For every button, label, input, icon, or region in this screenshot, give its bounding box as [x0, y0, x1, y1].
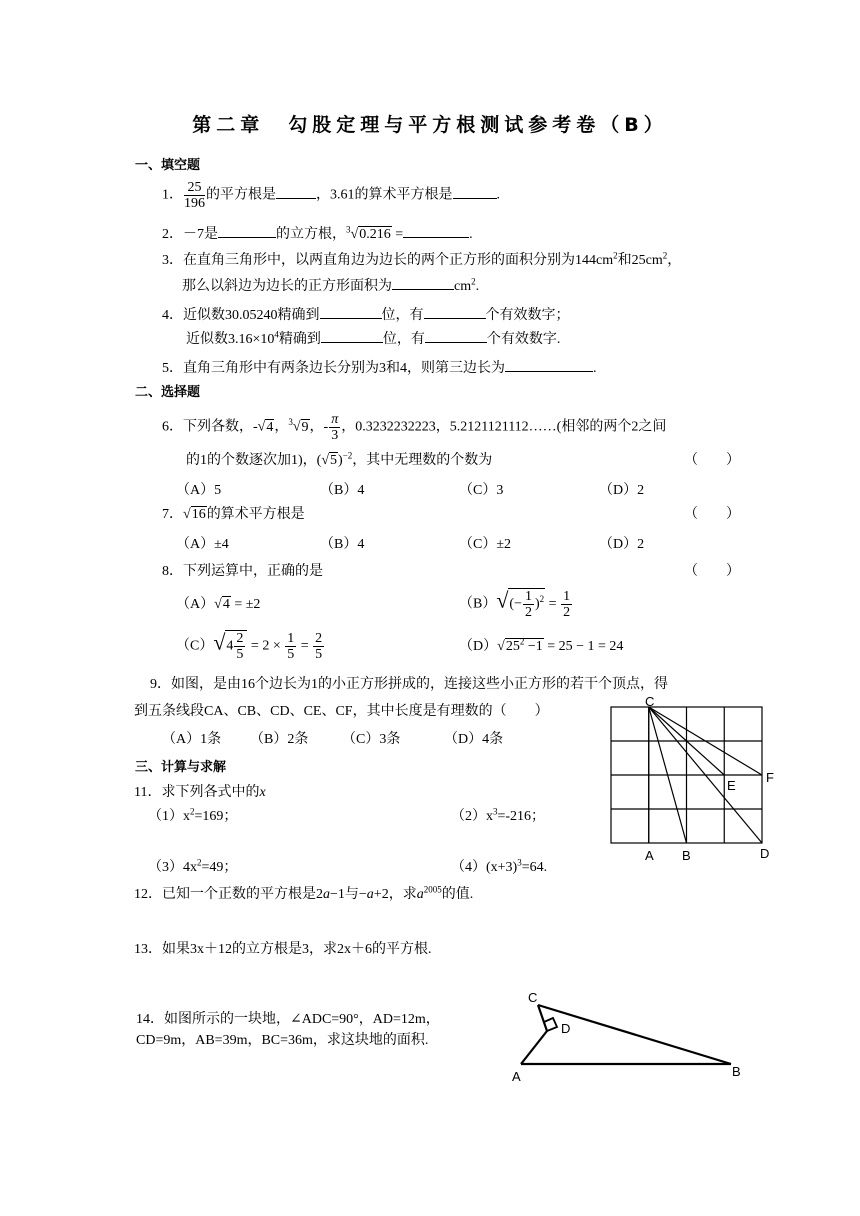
radical-icon: √ [183, 507, 191, 522]
question-9-line-2: 到五条线段CA、CB、CD、CE、CF，其中长度是有理数的（ ） [134, 704, 549, 719]
q8-b-label: （B） [459, 596, 497, 612]
q12-a: 12．已知一个正数的平方根是2 [134, 887, 323, 902]
question-4-line-1 [162, 305, 570, 325]
question-5 [162, 358, 597, 378]
q8-b-den: 2 [524, 605, 532, 620]
q7-option-c[interactable]: （C）±2 [459, 537, 512, 552]
section-fill-in-title: 一、填空题 [135, 158, 201, 173]
q6-option-c[interactable]: （C）3 [459, 483, 504, 498]
q11-part-1 [148, 808, 237, 826]
q3-text-mid: 和25cm [617, 253, 663, 268]
q1-number: 1． [162, 187, 183, 203]
q6-neg-1: - [253, 419, 258, 435]
q2-end: . [469, 227, 473, 242]
q9-option-a[interactable]: （A）1条 [162, 732, 222, 747]
q6-three: 3 [331, 428, 339, 443]
q8-a-radicand: 4 [222, 597, 230, 612]
q6-text-num: 6．下列各数， [162, 419, 253, 435]
q8-c-den: 5 [236, 647, 244, 662]
section-choice-title: 二、选择题 [135, 385, 201, 400]
q7-option-d[interactable]: （D）2 [599, 537, 645, 552]
q7-radicand: 16 [191, 507, 206, 522]
q2-blank-2[interactable] [403, 224, 469, 238]
grid-lines [611, 707, 762, 843]
radical-icon: √ [214, 597, 222, 612]
question-6-line-1 [162, 412, 666, 443]
q8-a-label: （A） [176, 597, 215, 612]
q11-part-2 [451, 808, 545, 826]
q2-text-b: 的立方根， [276, 227, 346, 242]
q11-p4-rest: =64. [521, 860, 548, 875]
q8-d-exp: 2 [519, 636, 525, 647]
question-9-line-1: 9．如图，是由16个边长为1的小正方形拼成的，连接这些小正方形的若干个顶点，得 [150, 677, 668, 692]
question-7 [162, 506, 305, 524]
q6-option-a[interactable]: （A）5 [176, 483, 222, 498]
q8-answer-paren[interactable]: （ ） [684, 564, 740, 579]
radical-icon: √ [350, 227, 359, 242]
q8-d-rest: = 25 − 1 = 24 [547, 639, 624, 654]
q4-blank-1[interactable] [320, 305, 382, 319]
q11-part-3 [148, 859, 237, 877]
question-6-line-2 [186, 452, 492, 470]
q11-p2: （2）x [451, 809, 493, 824]
radical-icon: √ [497, 639, 505, 654]
q6-root-index: 3 [288, 417, 293, 428]
label-b: B [682, 848, 691, 863]
q4-blank-4[interactable] [425, 329, 487, 343]
q4-text-b: 位，有 [381, 308, 424, 323]
q6-answer-paren[interactable]: （ ） [684, 453, 740, 468]
q5-end: . [593, 361, 597, 376]
q4-text-f: 位，有 [382, 332, 425, 347]
q9-option-b[interactable]: （B）2条 [250, 732, 309, 747]
question-1 [162, 180, 500, 211]
q12-var-b: a [366, 887, 374, 902]
question-3-line-1 [162, 252, 681, 270]
q2-radicand: 0.216 [359, 227, 391, 242]
q1-blank-1[interactable] [276, 185, 316, 199]
q8-c-num2: 1 [287, 631, 295, 646]
q12-exp: 2005 [423, 884, 442, 895]
q7-num: 7． [162, 507, 183, 522]
question-4-line-2 [186, 329, 560, 349]
q6-pi-fraction [329, 412, 340, 443]
q6-line2a: 的1的个数逐次加1)，( [186, 453, 322, 468]
q11-var: x [259, 785, 266, 800]
q12-var-a: a [323, 887, 330, 902]
q3-end-2: . [475, 279, 480, 294]
q8-b-res-den: 2 [563, 605, 571, 620]
q6-option-b[interactable]: （B）4 [320, 483, 365, 498]
label-e: E [727, 778, 736, 793]
q6-neg-2: - [323, 419, 329, 435]
q11-p1: （1）x [148, 809, 190, 824]
grid-figure [600, 690, 790, 870]
q8-b-radicand: (− $\frac{1}{2}$ )$^2$ [509, 589, 545, 620]
q8-c-num3: 2 [315, 631, 323, 646]
q2-eq: = [391, 227, 404, 242]
q12-c: +2，求 [373, 887, 417, 902]
q12-b: −1与− [330, 887, 367, 902]
page-title: 第二章 勾股定理与平方根测试参考卷（B） [192, 114, 668, 136]
q8-option-d[interactable] [459, 638, 623, 656]
q8-b-num: 1 [524, 589, 532, 604]
q6-line2b: ) [338, 453, 343, 468]
q11-part-4 [451, 859, 547, 877]
label-a: A [512, 1069, 521, 1084]
q4-text-a: 4．近似数30.05240精确到 [162, 308, 320, 323]
radical-icon: √ [496, 587, 509, 613]
question-11 [134, 784, 266, 802]
q8-c-eq2: = [300, 638, 309, 654]
question-12 [134, 886, 473, 904]
q1-numerator: 25 [184, 180, 205, 196]
q7-text: 的算术平方根是 [206, 507, 305, 522]
q7-option-b[interactable]: （B）4 [320, 537, 365, 552]
q8-c-den2: 5 [287, 647, 295, 662]
q7-option-a[interactable]: （A）±4 [176, 537, 229, 552]
q1-fraction [184, 180, 205, 211]
q9-option-c[interactable]: （C）3条 [342, 732, 401, 747]
q8-option-a[interactable] [176, 596, 260, 614]
q4-text-c: 个有效数字； [485, 308, 570, 323]
q4-exponent: 4 [274, 329, 279, 340]
triangle-figure [505, 985, 760, 1085]
q6-radicand-2: 9 [301, 419, 309, 435]
q1-denominator: 196 [184, 196, 205, 211]
q6-comma-1: ， [274, 419, 289, 435]
q7-answer-paren[interactable]: （ ） [684, 507, 740, 522]
q6-rest: ，0.3232232223，5.2121121112……(相邻的两个2之间 [341, 419, 667, 435]
q5-blank[interactable] [505, 358, 593, 372]
q11-p4-exp: 3 [517, 857, 522, 868]
q1-blank-2[interactable] [453, 185, 497, 199]
q6-comma-2: ， [309, 419, 324, 435]
question-8: 8．下列运算中，正确的是 [162, 564, 323, 579]
segment-dc [538, 1005, 547, 1031]
label-d: D [561, 1021, 571, 1036]
q8-d-label: （D） [459, 639, 498, 654]
q4-text-e: 精确到 [278, 332, 321, 347]
q3-sup-1: 2 [613, 250, 618, 261]
question-14-line-2: CD=9m，AB=39m，BC=36m，求这块地的面积. [136, 1033, 429, 1048]
q3-text-2: 那么以斜边为边长的正方形面积为 [182, 279, 392, 294]
q1-end: . [496, 187, 500, 203]
section-calc-title: 三、计算与求解 [135, 760, 227, 775]
triangle-lines [521, 1005, 731, 1064]
q8-d-radicand [505, 638, 544, 655]
q8-b-res-num: 1 [563, 589, 571, 604]
label-a: A [645, 848, 654, 863]
q8-c-num: 2 [236, 631, 244, 646]
q11-p2-rest: =-216； [497, 809, 546, 824]
q6-pi: π [331, 412, 339, 427]
q8-option-c[interactable] [176, 630, 325, 662]
q4-text-g: 个有效数字. [486, 332, 561, 347]
q11-p1-rest: =169； [194, 809, 238, 824]
q8-c-radicand [225, 630, 247, 662]
q4-blank-2[interactable] [424, 305, 486, 319]
q1-text-a: 的平方根是 [206, 187, 276, 203]
q4-text-d: 近似数3.16×10 [186, 332, 275, 347]
q8-c-label: （C） [176, 638, 214, 654]
q9-option-d[interactable]: （D）4条 [444, 732, 504, 747]
question-13: 13．如果3x＋12的立方根是3，求2x＋6的平方根. [134, 942, 432, 957]
q6-option-d[interactable]: （D）2 [599, 483, 645, 498]
q8-option-b[interactable] [459, 588, 573, 620]
q11-title: 11．求下列各式中的 [134, 785, 260, 800]
segment-ad [521, 1031, 547, 1064]
radical-icon: √ [213, 629, 226, 655]
label-d: D [760, 846, 770, 861]
q11-p3: （3）4x [148, 860, 197, 875]
q6-line2c: ，其中无理数的个数为 [352, 453, 493, 468]
q3-sup-2: 2 [662, 250, 668, 261]
q3-text-1: 3．在直角三角形中，以两直角边为边长的两个正方形的面积分别为144cm [162, 253, 614, 268]
question-14-line-1: 14．如图所示的一块地，∠ADC=90°，AD=12m， [136, 1012, 440, 1027]
q12-d: 的值. [441, 887, 474, 902]
q3-blank[interactable] [392, 276, 454, 290]
question-2 [162, 224, 473, 244]
radical-icon: √ [321, 453, 330, 468]
q2-blank-1[interactable] [218, 224, 276, 238]
q8-a-rest: = ±2 [234, 597, 261, 612]
q12-var-c: a [416, 887, 424, 902]
q8-d-25: 25 [505, 639, 520, 654]
question-3-line-2 [182, 276, 479, 296]
q6-radicand-3: 5 [330, 453, 338, 468]
q11-p2-exp: 3 [493, 806, 498, 817]
q4-blank-3[interactable] [321, 329, 383, 343]
label-c: C [645, 694, 655, 709]
q6-radicand-1: 4 [266, 419, 274, 435]
q3-end-1: ， [667, 253, 682, 268]
q2-text-a: 2．－7是 [162, 227, 218, 242]
q3-sup-3: 2 [471, 276, 476, 287]
q11-p3-exp: 2 [197, 857, 202, 868]
q3-unit: cm [454, 279, 472, 294]
q8-c-eq1: = 2 × [250, 638, 281, 654]
q6-exponent: −2 [342, 450, 353, 461]
q8-d-minus: −1 [524, 639, 543, 654]
q11-p4: （4）(x+3) [451, 860, 518, 875]
q11-p3-rest: =49； [201, 860, 238, 875]
label-c: C [528, 990, 538, 1005]
q1-text-b: ，3.61的算术平方根是 [316, 187, 453, 203]
label-b: B [732, 1064, 741, 1079]
q11-p1-exp: 2 [190, 806, 195, 817]
radical-icon: √ [292, 419, 301, 435]
q8-b-eq: = [548, 596, 557, 612]
q5-text: 5．直角三角形中有两条边长分别为3和4，则第三边长为 [162, 361, 505, 376]
label-f: F [766, 770, 774, 785]
q8-c-den3: 5 [315, 647, 323, 662]
q8-c-four: 4 [226, 638, 234, 654]
radical-icon: √ [257, 419, 266, 435]
q2-root-index: 3 [346, 224, 351, 235]
